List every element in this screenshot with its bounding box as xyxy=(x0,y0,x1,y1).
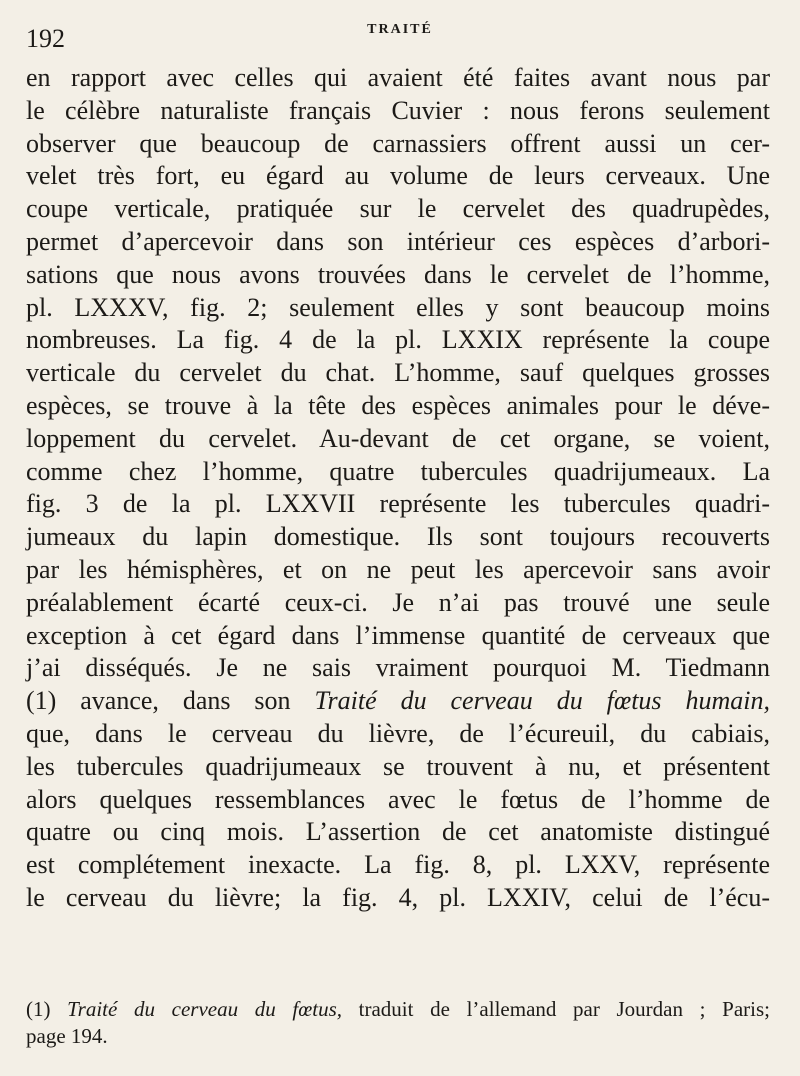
line-text: quatre ou cinq mois. L’assertion de cet anatomiste distingué xyxy=(26,817,770,847)
text-line xyxy=(26,587,770,620)
line-text: les tubercules quadrijumeaux se trouvent à nu, et présentent xyxy=(26,751,770,781)
line-text: le cerveau du lièvre; la fig. 4, pl. LXXIV, celui de l’écu- xyxy=(26,882,770,912)
body-text xyxy=(26,62,770,915)
text-line xyxy=(26,456,770,489)
line-text: que, dans le cerveau du lièvre, de l’écureuil, du cabiais, xyxy=(26,718,770,748)
line-text: pl. LXXXV, fig. 2; seulement elles y sont beaucoup moins xyxy=(26,292,770,322)
line-text: le célèbre naturaliste français Cuvier : nous ferons seulement xyxy=(26,95,770,125)
line-text: fig. 3 de la pl. LXXVII représente les tubercules quadri- xyxy=(26,489,770,519)
line-text: est complétement inexacte. La fig. 8, pl. LXXV, représente xyxy=(26,850,770,880)
text-line xyxy=(26,128,770,161)
running-title: TRAITÉ xyxy=(367,22,433,37)
footnote-separator xyxy=(26,952,770,953)
text-line xyxy=(26,95,770,128)
text-line xyxy=(26,718,770,751)
line-text: par les hémisphères, et on ne peut les apercevoir sans avoir xyxy=(26,554,770,584)
line-text: (1) avance, dans son xyxy=(26,686,315,716)
text-line xyxy=(26,784,770,817)
footnote-title: Traité du cerveau du fœtus, xyxy=(67,997,342,1021)
line-text: nombreuses. La fig. 4 de la pl. LXXIX représente la coupe xyxy=(26,325,770,355)
text-line xyxy=(26,685,770,718)
footnote-text: traduit de l’allemand par Jourdan ; Paris; xyxy=(342,997,770,1021)
text-line xyxy=(26,357,770,390)
book-title-italic: Traité du cerveau du fœtus humain, xyxy=(314,686,770,716)
text-line xyxy=(26,652,770,685)
footnote-line xyxy=(26,1023,770,1050)
text-line xyxy=(26,324,770,357)
text-line xyxy=(26,160,770,193)
text-line xyxy=(26,62,770,95)
text-line xyxy=(26,259,770,292)
line-text: loppement du cervelet. Au-devant de cet organe, se voient, xyxy=(26,423,770,453)
line-text: sations que nous avons trouvées dans le cervelet de l’homme, xyxy=(26,259,770,289)
line-text: exception à cet égard dans l’immense quantité de cerveaux que xyxy=(26,620,770,650)
text-line xyxy=(26,488,770,521)
text-line xyxy=(26,521,770,554)
line-text: velet très fort, eu égard au volume de leurs cerveaux. Une xyxy=(26,161,770,191)
text-line xyxy=(26,390,770,423)
text-line xyxy=(26,554,770,587)
footnote xyxy=(26,996,770,1050)
line-text: alors quelques ressemblances avec le fœtus de l’homme de xyxy=(26,784,770,814)
line-text: coupe verticale, pratiquée sur le cervelet des quadrupèdes, xyxy=(26,194,770,224)
text-line xyxy=(26,423,770,456)
text-line xyxy=(26,849,770,882)
line-text: préalablement écarté ceux-ci. Je n’ai pas trouvé une seule xyxy=(26,587,770,617)
text-line xyxy=(26,882,770,915)
footnote-line xyxy=(26,996,770,1023)
page-header xyxy=(26,18,774,53)
text-line xyxy=(26,226,770,259)
text-line xyxy=(26,193,770,226)
line-text: en rapport avec celles qui avaient été faites avant nous par xyxy=(26,63,770,92)
line-text: espèces, se trouve à la tête des espèces animales pour le déve- xyxy=(26,390,770,420)
line-text: jumeaux du lapin domestique. Ils sont toujours recouverts xyxy=(26,522,770,552)
footnote-marker: (1) xyxy=(26,997,68,1021)
page-number: 192 xyxy=(26,24,65,53)
text-line xyxy=(26,751,770,784)
text-line xyxy=(26,620,770,653)
line-text: permet d’apercevoir dans son intérieur ces espèces d’arbori- xyxy=(26,226,770,256)
line-text: observer que beaucoup de carnassiers offrent aussi un cer- xyxy=(26,128,770,158)
line-text: j’ai disséqués. Je ne sais vraiment pourquoi M. Tiedmann xyxy=(26,653,770,683)
line-text: verticale du cervelet du chat. L’homme, sauf quelques grosses xyxy=(26,358,770,388)
line-text: comme chez l’homme, quatre tubercules quadrijumeaux. La xyxy=(26,456,770,486)
text-line xyxy=(26,292,770,325)
footnote-text: page 194. xyxy=(26,1024,108,1048)
text-line xyxy=(26,816,770,849)
